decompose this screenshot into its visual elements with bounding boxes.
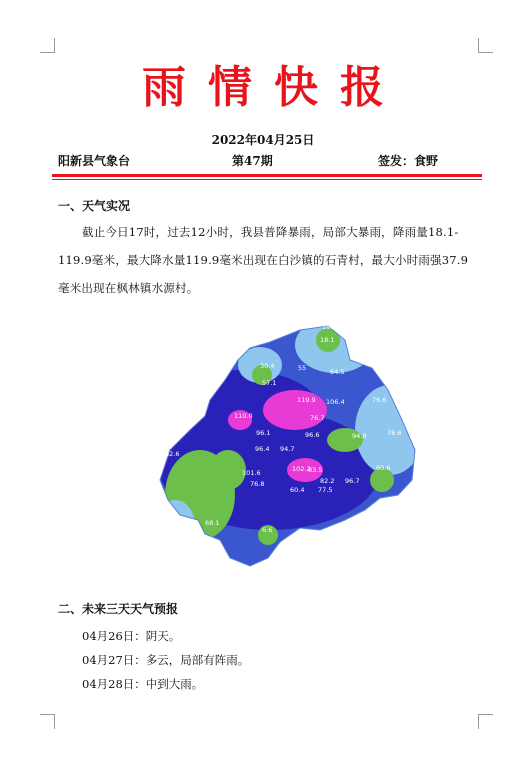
station-label: 106.4: [326, 398, 345, 406]
forecast-item: 04月26日：阴天。: [82, 629, 181, 643]
corner-mark-bottom-left: [40, 714, 55, 729]
station-label: 102.2: [292, 465, 311, 473]
observation-paragraph: 截止今日17时，过去12小时，我县普降暴雨，局部大暴雨，降雨量18.1-119.9毫米，最大降水量119.9毫米出现在白沙镇的石青村，最大小时雨强37.9毫米出现在枫林镇水源村。: [58, 225, 469, 295]
corner-mark-top-left: [40, 38, 55, 53]
station-label: 6.6: [262, 526, 273, 534]
station-label: 94.7: [280, 445, 295, 453]
issuing-org: 阳新县气象台: [58, 154, 131, 168]
forecast-item: 04月28日：中到大雨。: [82, 677, 204, 691]
station-label: 55: [298, 364, 307, 372]
report-date: 2022年04月25日: [211, 133, 315, 147]
station-label: 77.5: [318, 486, 333, 494]
station-label: 119.9: [297, 396, 316, 404]
station-label: 78.6: [387, 429, 402, 437]
station-label: 19.5: [322, 323, 337, 331]
station-label: 82.6: [165, 450, 180, 458]
station-label: 94.9: [352, 432, 367, 440]
signer: 签发：食野: [378, 154, 439, 168]
station-label: 76.8: [250, 480, 265, 488]
section-heading-forecast: 二、未来三天天气预报: [58, 602, 179, 616]
station-label: 82.2: [320, 477, 335, 485]
forecast-item: 04月27日：多云，局部有阵雨。: [82, 653, 250, 667]
station-label: 68.1: [205, 519, 220, 527]
section-heading-observation: 一、天气实况: [58, 199, 131, 213]
station-label: 30.4: [260, 362, 275, 370]
issue-number: 第47期: [232, 154, 273, 168]
corner-mark-top-right: [478, 38, 493, 53]
station-label: 57.1: [262, 379, 277, 387]
station-label: 83.5: [308, 466, 323, 474]
station-label: 76.7: [310, 414, 325, 422]
station-label: 18.1: [320, 336, 335, 344]
corner-mark-bottom-right: [478, 714, 493, 729]
station-label: 96.7: [345, 477, 360, 485]
header-rule-thick: [52, 174, 482, 177]
station-label: 96.1: [256, 429, 271, 437]
station-label: 60.4: [290, 486, 305, 494]
station-label: 96.4: [255, 445, 270, 453]
rainfall-map: [150, 320, 420, 570]
station-label: 96.6: [305, 431, 320, 439]
station-label: 60.6: [376, 464, 391, 472]
report-title: 雨情快报: [142, 62, 406, 113]
station-label: 101.6: [242, 469, 261, 477]
station-label: 94: [160, 432, 169, 440]
station-label: 76.6: [372, 396, 387, 404]
header-rule-thin: [52, 179, 482, 180]
station-label: 110.0: [234, 412, 253, 420]
station-label: 64.5: [330, 368, 345, 376]
